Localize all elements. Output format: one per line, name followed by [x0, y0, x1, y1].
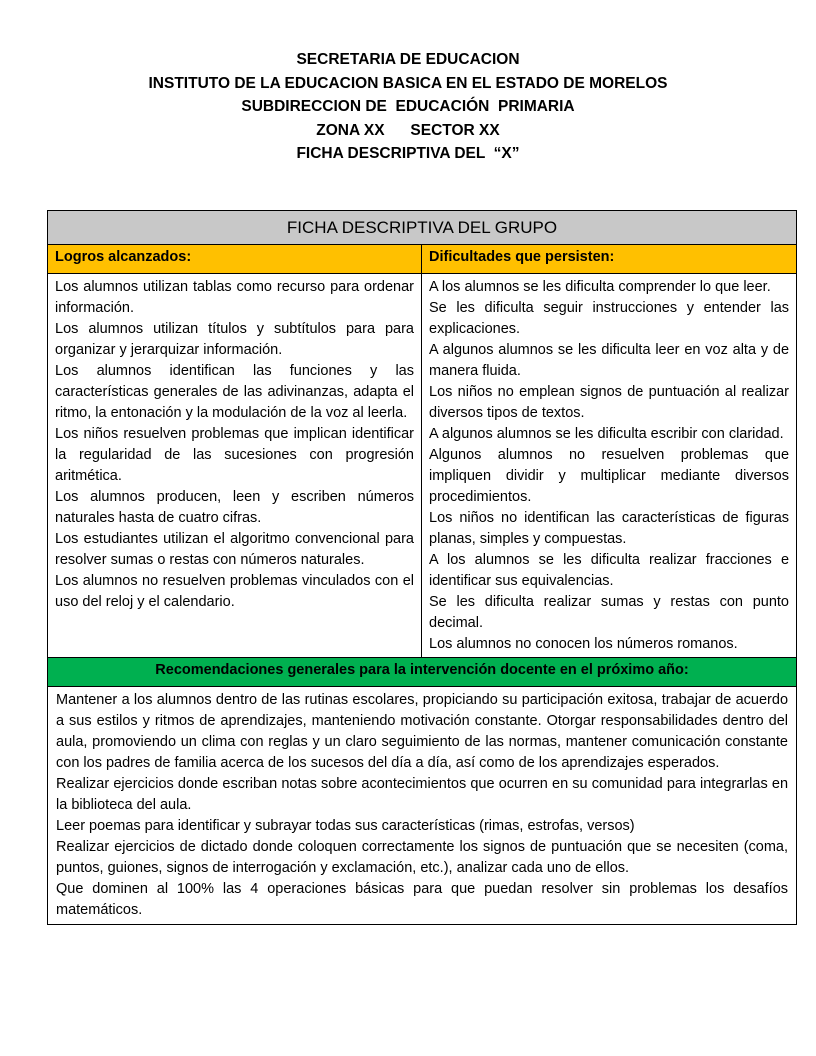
- dificultad-item: Se les dificulta seguir instrucciones y entender las explicaciones.: [429, 300, 790, 337]
- dificultad-item: Algunos alumnos no resuelven problemas que impliquen dividir y multiplicar mediante diversos procedimientos.: [429, 447, 790, 505]
- header-line-instituto: INSTITUTO DE LA EDUCACION BASICA EN EL ESTADO DE MORELOS: [148, 74, 668, 92]
- dificultad-item: A los alumnos se les dificulta realizar fracciones e identificar sus equivalencias.: [429, 552, 790, 589]
- header-line-ficha: FICHA DESCRIPTIVA DEL “X”: [296, 145, 520, 162]
- dificultad-item: A algunos alumnos se les dificulta leer en voz alta y de manera fluida.: [429, 342, 790, 379]
- dificultad-item: Los alumnos no conocen los números romanos.: [429, 636, 738, 652]
- recommendation-item: Realizar ejercicios de dictado donde coloquen correctamente los signos de puntuación que se necesiten (coma, puntos, guiones, signos de interrogación y exclamación, etc.), analizar cada uno de ellos.: [56, 839, 789, 876]
- ficha-table: [47, 210, 797, 925]
- logro-item: Los niños resuelven problemas que implican identificar la regularidad de las sucesiones con progresión aritmética.: [55, 426, 414, 484]
- recommendation-item: Realizar ejercicios donde escriban notas sobre acontecimientos que ocurren en su comunidad para integrarlas en la biblioteca del aula.: [56, 776, 789, 813]
- dificultades-cell: [422, 274, 797, 658]
- dificultades-header: Dificultades que persisten:: [422, 245, 797, 274]
- logro-item: Los estudiantes utilizan el algoritmo convencional para resolver sumas o restas con números naturales.: [55, 531, 414, 568]
- recommendation-item: Leer poemas para identificar y subrayar todas sus características (rimas, estrofas, versos): [56, 818, 635, 834]
- table-title: FICHA DESCRIPTIVA DEL GRUPO: [48, 211, 797, 245]
- dificultad-item: Se les dificulta realizar sumas y restas con punto decimal.: [429, 594, 790, 631]
- dificultad-item: A algunos alumnos se les dificulta escribir con claridad.: [429, 426, 784, 442]
- dificultad-item: A los alumnos se les dificulta comprender lo que leer.: [429, 279, 771, 295]
- document-header: [0, 48, 816, 166]
- logro-item: Los alumnos identifican las funciones y las características generales de las adivinanzas, adapta el ritmo, la entonación y la modulación de la voz al leerla.: [55, 363, 414, 421]
- header-line-subdireccion: SUBDIRECCION DE EDUCACIÓN PRIMARIA: [241, 98, 575, 115]
- header-line-zona-sector: ZONA XX SECTOR XX: [316, 121, 500, 139]
- logro-item: Los alumnos utilizan tablas como recurso para ordenar información.: [55, 279, 414, 316]
- recommendations-cell: [48, 687, 797, 925]
- recommendation-item: Mantener a los alumnos dentro de las rutinas escolares, propiciando su participación exitosa, trabajar de acuerdo a sus estilos y ritmos de aprendizajes, manteniendo motivación constante. Otorgar responsabilidades dentro del aula, promoviendo un clima con reglas y un claro seguimiento de las normas, mantener comunicación constante con los padres de familia acerca de los sucesos del día a día, así como de los aprendizajes esperados.: [56, 692, 789, 771]
- dificultad-item: Los niños no identifican las características de figuras planas, simples y compuestas.: [429, 510, 790, 547]
- dificultad-item: Los niños no emplean signos de puntuación al realizar diversos tipos de textos.: [429, 384, 790, 421]
- recommendations-header: Recomendaciones generales para la intervención docente en el próximo año:: [48, 658, 797, 687]
- recommendation-item: Que dominen al 100% las 4 operaciones básicas para que puedan resolver sin problemas los desafíos matemáticos.: [56, 881, 789, 918]
- logros-header: Logros alcanzados:: [48, 245, 422, 274]
- header-line-secretaria: SECRETARIA DE EDUCACION: [296, 51, 520, 68]
- logro-item: Los alumnos no resuelven problemas vinculados con el uso del reloj y el calendario.: [55, 573, 414, 610]
- logro-item: Los alumnos producen, leen y escriben números naturales hasta de cuatro cifras.: [55, 489, 414, 526]
- logros-cell: [48, 274, 422, 658]
- logro-item: Los alumnos utilizan títulos y subtítulos para para organizar y jerarquizar información.: [55, 321, 414, 358]
